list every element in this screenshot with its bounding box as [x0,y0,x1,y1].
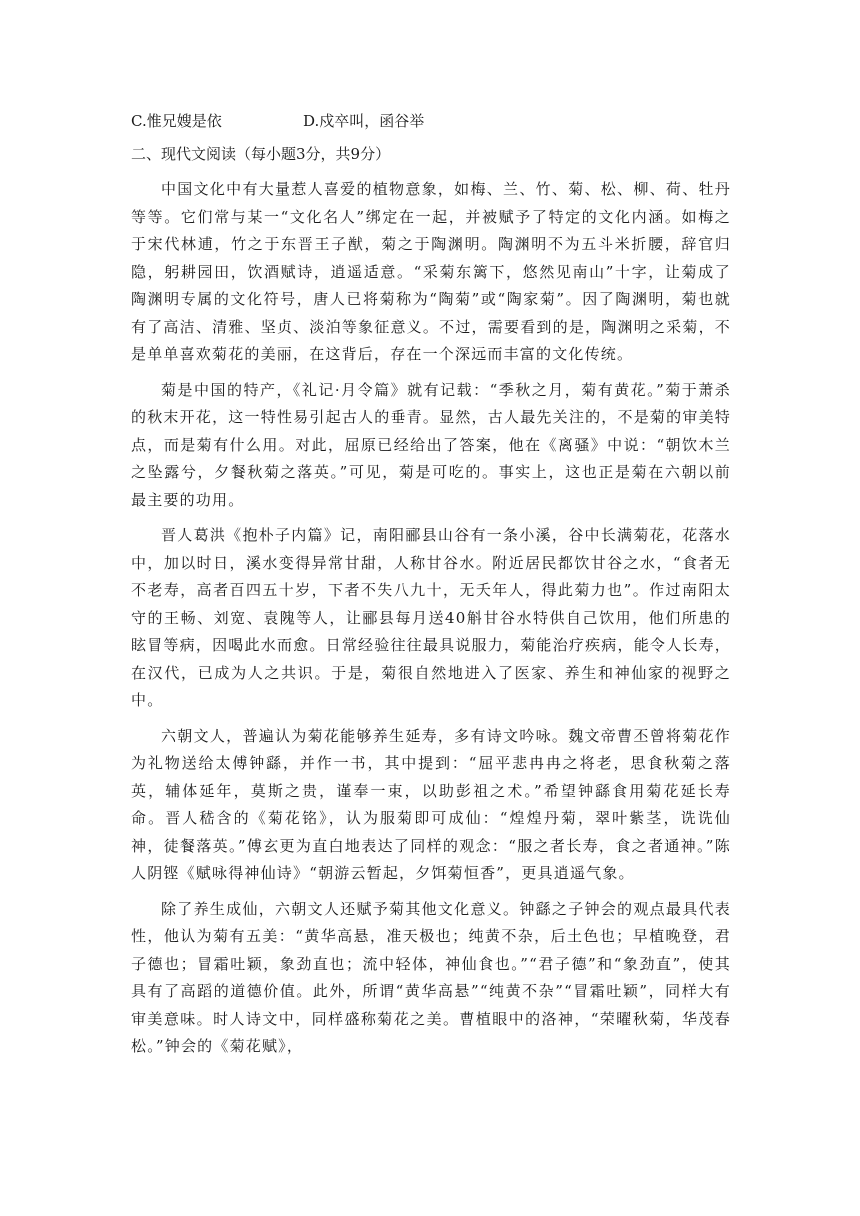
section-heading: 二、现代文阅读（每小题3分，共9分） [131,145,391,163]
reading-passage [131,176,731,1069]
paragraph-5: 除了养生成仙，六朝文人还赋予菊其他文化意义。钟繇之子钟会的观点最具代表性，他认为菊有五美：“黄华高悬，准天极也；纯黄不杂，后土色也；早植晚登，君子德也；冒霜吐颖，象劲直也；流中轻体，神仙食也。”“君子德”和“象劲直”，使其具有了高蹈的道德价值。此外，所谓“黄华高悬”“纯黄不杂”“冒霜吐颖”，同样大有审美意味。时人诗文中，同样盛称菊花之美。曹植眼中的洛神，“荣曜秋菊，华茂春松。”钟会的《菊花赋》， [131,899,731,1055]
option-c: C.惟兄嫂是依 [131,112,222,130]
option-d: D.戍卒叫，函谷举 [303,112,425,130]
paragraph-1: 中国文化中有大量惹人喜爱的植物意象，如梅、兰、竹、菊、松、柳、荷、牡丹等等。它们常与某一“文化名人”绑定在一起，并被赋予了特定的文化内涵。如梅之于宋代林逋，竹之于东晋王子猷，菊之于陶渊明。陶渊明不为五斗米折腰，辞官归隐，躬耕园田，饮酒赋诗，逍遥适意。“采菊东篱下，悠然见南山”十字，让菊成了陶渊明专属的文化符号，唐人已将菊称为“陶菊”或“陶家菊”。因了陶渊明，菊也就有了高洁、清雅、坚贞、淡泊等象征意义。不过，需要看到的是，陶渊明之采菊，不是单单喜欢菊花的美丽，在这背后，存在一个深远而丰富的文化传统。 [131,180,731,363]
paragraph-3: 晋人葛洪《抱朴子内篇》记，南阳郦县山谷有一条小溪，谷中长满菊花，花落水中，加以时日，溪水变得异常甘甜，人称甘谷水。附近居民都饮甘谷之水，“食者无不老寿，高者百四五十岁，下者不失八九十，无夭年人，得此菊力也”。作过南阳太守的王畅、刘宽、袁隗等人，让郦县每月送40斛甘谷水特供自己饮用，他们所患的眩冒等病，因喝此水而愈。日常经验往往最具说服力，菊能治疗疾病，能令人长寿，在汉代，已成为人之共识。于是，菊很自然地进入了医家、养生和神仙家的视野之中。 [131,526,731,709]
paragraph-4: 六朝文人，普遍认为菊花能够养生延寿，多有诗文吟咏。魏文帝曹丕曾将菊花作为礼物送给太傅钟繇，并作一书，其中提到：“屈平悲冉冉之将老，思食秋菊之落英，辅体延年，莫斯之贵，谨奉一束，以助彭祖之术。”希望钟繇食用菊花延长寿命。晋人嵇含的《菊花铭》，认为服菊即可成仙：“煌煌丹菊，翠叶紫茎，诜诜仙神，徒餐落英。”傅玄更为直白地表达了同样的观念：“服之者长寿，食之者通神。”陈人阴铿《赋咏得神仙诗》“朝游云暂起，夕饵菊恒香”，更具逍遥气象。 [131,726,731,882]
answer-options [131,110,425,132]
paragraph-2: 菊是中国的特产，《礼记·月令篇》就有记载：“季秋之月，菊有黄花。”菊于萧杀的秋末开花，这一特性易引起古人的垂青。显然，古人最先关注的，不是菊的审美特点，而是菊有什么用。对此，屈原已经给出了答案，他在《离骚》中说：“朝饮木兰之坠露兮，夕餐秋菊之落英。”可见，菊是可吃的。事实上，这也正是菊在六朝以前最主要的功用。 [131,380,731,509]
